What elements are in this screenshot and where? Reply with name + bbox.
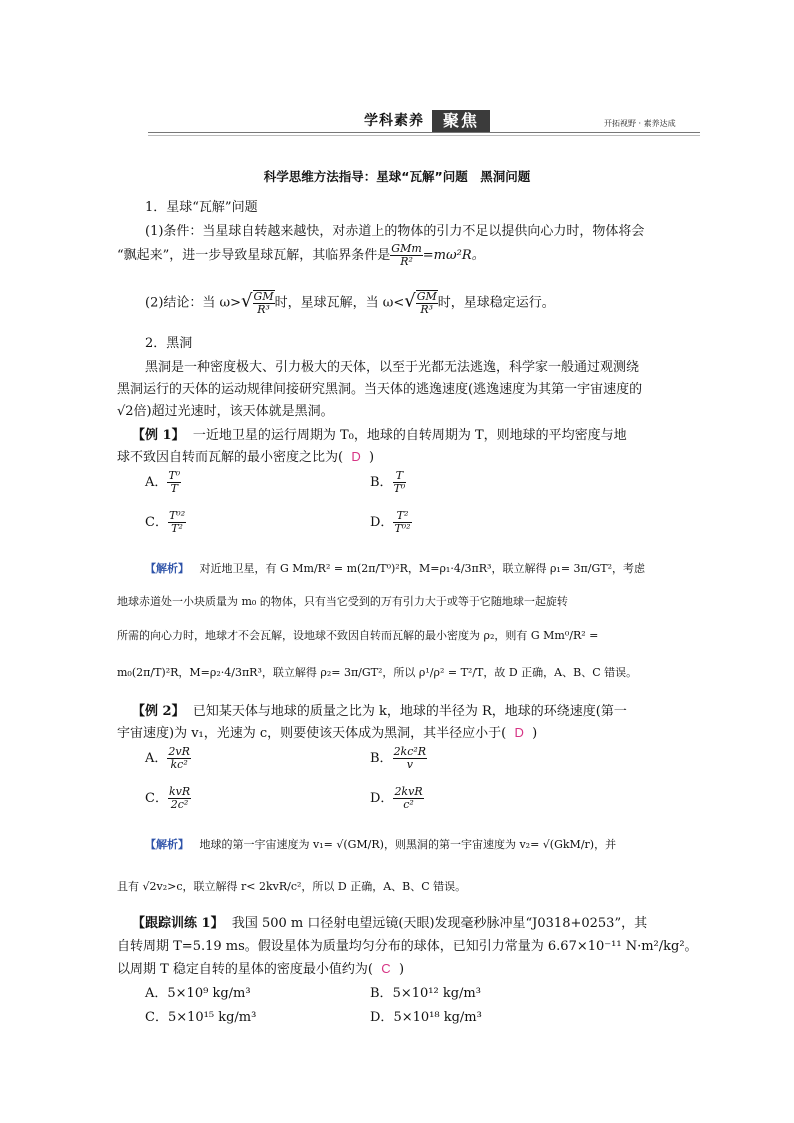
fraction-numerator: T⁰² bbox=[168, 509, 186, 522]
training1-question-line2: 自转周期 T=5.19 ms。假设星体为质量均匀分布的球体，已知引力常量为 6.67×10⁻¹¹ N·m²/kg²。 bbox=[117, 939, 698, 954]
example1-solution-line4: m₀(2π/T)²R，M=ρ₂·4/3πR³，联立解得 ρ₂= 3π/GT²，所以 ρ¹/ρ² = T²/T，故 D 正确，A、B、C 错误。 bbox=[117, 666, 638, 679]
fraction-denominator: c² bbox=[403, 798, 414, 811]
fraction-numerator: T² bbox=[393, 510, 411, 523]
training1-label: 【跟踪训练 1】 bbox=[132, 916, 224, 931]
example1-question-line2 bbox=[117, 446, 374, 465]
training1-option-d bbox=[370, 1006, 482, 1025]
fraction-denominator: T bbox=[170, 482, 178, 495]
example1-q1: 一近地卫星的运行周期为 T₀，地球的自转周期为 T，则地球的平均密度与地 bbox=[192, 428, 627, 443]
example2-option-a bbox=[145, 746, 191, 771]
section2-line1: 黑洞是一种密度极大、引力极大的天体，以至于光都无法逃逸，科学家一般通过观测绕 bbox=[145, 360, 640, 375]
fraction-numerator: 2kvR bbox=[394, 785, 423, 798]
option-key: A． bbox=[145, 986, 168, 1001]
option-fraction bbox=[167, 470, 181, 495]
fraction-denominator: 2c² bbox=[170, 798, 189, 811]
option-value: 5×10¹⁸ kg/m³ bbox=[393, 1010, 482, 1025]
training1-answer: C bbox=[381, 961, 391, 976]
option-fraction bbox=[393, 510, 411, 535]
option-fraction bbox=[393, 470, 407, 495]
example1-solution-line2: 地球赤道处一小块质量为 m₀ 的物体，只有当它受到的万有引力大于或等于它随地球一起旋转 bbox=[117, 595, 568, 608]
fraction-numerator: T bbox=[393, 470, 407, 483]
fraction-denominator: kc² bbox=[170, 758, 188, 771]
solution-text: 地球的第一宇宙速度为 v₁= √(GM/R)，则黑洞的第一宇宙速度为 v₂= √(GkM/r)，并 bbox=[199, 838, 617, 851]
example1-label: 【例 1】 bbox=[132, 428, 185, 443]
fraction-numerator: GMm bbox=[391, 242, 422, 255]
section2-heading: 2．黑洞 bbox=[145, 336, 193, 351]
section1-heading: 1．星球“瓦解”问题 bbox=[145, 200, 258, 215]
example1-solution-line1 bbox=[145, 560, 645, 576]
option-value: 5×10⁹ kg/m³ bbox=[167, 986, 251, 1001]
option-value: 5×10¹⁵ kg/m³ bbox=[167, 1010, 257, 1025]
section2-line2: 黑洞运行的天体的运动规律间接研究黑洞。当天体的逃逸速度(逃逸速度为其第一宇宙速度的 bbox=[117, 382, 643, 397]
fraction-numerator: T⁰ bbox=[168, 469, 181, 482]
fraction-denominator: R² bbox=[400, 255, 413, 268]
header-rule-secondary bbox=[148, 135, 700, 136]
sqrt-sign: √ bbox=[404, 290, 416, 312]
example1-option-d bbox=[370, 510, 412, 535]
example1-option-b bbox=[370, 470, 406, 495]
sqrt-numerator: GM bbox=[253, 290, 274, 303]
fraction-denominator: T² bbox=[171, 522, 183, 535]
training1-option-a bbox=[145, 982, 251, 1001]
section1-conclusion bbox=[145, 290, 555, 316]
section1-condition-line2 bbox=[117, 243, 485, 268]
condition-equation-tail: =mω²R。 bbox=[422, 248, 485, 263]
option-fraction bbox=[167, 746, 191, 771]
option-fraction bbox=[393, 746, 428, 771]
example2-label: 【例 2】 bbox=[132, 704, 185, 719]
example2-option-d bbox=[370, 786, 424, 811]
option-key: B． bbox=[370, 475, 393, 490]
example1-q2: 球不致因自转而瓦解的最小密度之比为( bbox=[117, 450, 344, 465]
example2-question-line1 bbox=[132, 700, 627, 719]
training1-q3: 以周期 T 稳定自转的星体的密度最小值约为( bbox=[117, 962, 374, 977]
fraction-numerator: 2kc²R bbox=[393, 745, 427, 758]
example2-q2: 宇宙速度)为 v₁，光速为 c，则要使该天体成为黑洞，其半径应小于( bbox=[117, 726, 507, 741]
header-rule bbox=[148, 132, 700, 133]
example1-option-a bbox=[145, 470, 181, 495]
option-key: B． bbox=[370, 751, 393, 766]
option-fraction bbox=[393, 786, 423, 811]
option-fraction bbox=[168, 510, 186, 535]
option-key: D． bbox=[370, 1010, 394, 1025]
example1-answer: D bbox=[351, 449, 361, 464]
fraction-denominator: T⁰ bbox=[393, 482, 406, 495]
example2-solution-line1 bbox=[145, 836, 616, 852]
sqrt-fraction-2 bbox=[416, 290, 438, 316]
example1-option-c bbox=[145, 510, 186, 535]
section1-condition-line1: (1)条件：当星球自转越来越快，对赤道上的物体的引力不足以提供向心力时，物体将会 bbox=[145, 224, 645, 239]
training1-option-b bbox=[370, 982, 481, 1001]
example2-option-b bbox=[370, 746, 427, 771]
section-banner bbox=[356, 110, 490, 132]
solution-label: 【解析】 bbox=[145, 562, 189, 575]
example1-question-line1 bbox=[132, 424, 627, 443]
option-key: D． bbox=[370, 515, 394, 530]
example2-q1: 已知某天体与地球的质量之比为 k，地球的半径为 R，地球的环绕速度(第一 bbox=[192, 704, 627, 719]
example1-q2-end: ) bbox=[369, 450, 375, 465]
option-key: D． bbox=[370, 791, 394, 806]
training1-q1: 我国 500 m 口径射电望远镜(天眼)发现毫秒脉冲星“J0318+0253”，其 bbox=[231, 916, 648, 931]
sqrt-fraction-1 bbox=[253, 290, 275, 316]
condition-text: “飘起来”，进一步导致星球瓦解，其临界条件是 bbox=[117, 248, 391, 263]
option-key: A． bbox=[145, 751, 168, 766]
banner-right-text: 聚焦 bbox=[432, 110, 490, 132]
conclusion-text-b: 时，星球瓦解，当 ω< bbox=[274, 295, 405, 311]
banner-note: 开拓视野 · 素养达成 bbox=[604, 119, 676, 128]
fraction-numerator: kvR bbox=[168, 785, 191, 798]
sqrt-denominator: R³ bbox=[420, 303, 434, 316]
training1-question-line3 bbox=[117, 958, 404, 977]
option-key: C． bbox=[145, 515, 168, 530]
training1-option-c bbox=[145, 1006, 256, 1025]
sqrt-denominator: R³ bbox=[257, 303, 270, 316]
training1-q3-end: ) bbox=[398, 962, 405, 977]
example1-solution-line3: 所需的向心力时，地球才不会瓦解，设地球不致因自转而瓦解的最小密度为 ρ₂，则有 G Mm⁰/R² = bbox=[117, 629, 599, 642]
fraction-numerator: 2vR bbox=[168, 745, 190, 758]
conclusion-text-c: 时，星球稳定运行。 bbox=[437, 295, 555, 311]
option-key: A． bbox=[145, 475, 168, 490]
option-value: 5×10¹² kg/m³ bbox=[392, 986, 481, 1001]
section2-line3: √2倍)超过光速时，该天体就是黑洞。 bbox=[117, 404, 334, 419]
fraction-denominator: T⁰² bbox=[394, 522, 411, 535]
sqrt-numerator: GM bbox=[416, 290, 437, 303]
option-key: C． bbox=[145, 1010, 168, 1025]
page-title: 科学思维方法指导：星球“瓦解”问题 黑洞问题 bbox=[263, 169, 531, 184]
sqrt-sign: √ bbox=[241, 290, 253, 312]
example2-q2-end: ) bbox=[532, 726, 538, 741]
example2-option-c bbox=[145, 786, 191, 811]
training1-question-line1 bbox=[132, 912, 647, 931]
conclusion-text-a: (2)结论：当 ω> bbox=[145, 295, 242, 311]
condition-fraction bbox=[390, 243, 422, 268]
option-key: B． bbox=[370, 986, 393, 1001]
example2-answer: D bbox=[514, 725, 524, 740]
solution-label: 【解析】 bbox=[145, 838, 189, 851]
solution-text: 对近地卫星，有 G Mm/R² = m(2π/T⁰)²R，M=ρ₁·4/3πR³，联立解得 ρ₁= 3π/GT²，考虑 bbox=[199, 562, 645, 575]
example2-solution-line2: 且有 √2v₂>c，联立解得 r< 2kvR/c²，所以 D 正确，A、B、C 错误。 bbox=[117, 880, 467, 893]
example2-question-line2 bbox=[117, 722, 537, 741]
option-key: C． bbox=[145, 791, 168, 806]
fraction-denominator: v bbox=[406, 758, 413, 771]
banner-left-text: 学科素养 bbox=[356, 110, 432, 132]
option-fraction bbox=[168, 786, 191, 811]
